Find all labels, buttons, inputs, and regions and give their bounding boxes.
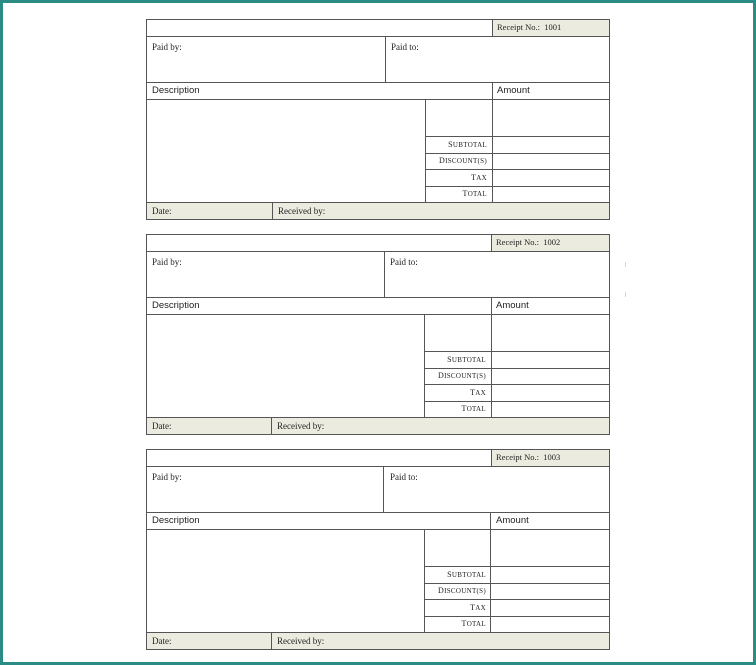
description-field[interactable] <box>147 530 424 632</box>
receipt-number: Receipt No.: 1001 <box>497 22 562 32</box>
margin-mark <box>625 262 626 267</box>
date-label: Date: <box>152 421 172 431</box>
paid-to-field[interactable] <box>386 36 609 82</box>
paid-by-label: Paid by: <box>152 42 182 52</box>
amount-field[interactable] <box>493 100 609 136</box>
paid-to-label: Paid to: <box>390 257 418 267</box>
amount-header: Amount <box>496 300 529 311</box>
date-label: Date: <box>152 206 172 216</box>
received-by-label: Received by: <box>277 421 325 431</box>
received-by-label: Received by: <box>277 636 325 646</box>
tax-field[interactable] <box>492 385 609 401</box>
discounts-label: DISCOUNT(S) <box>438 371 486 380</box>
receipt-form <box>146 19 610 220</box>
footer-row <box>147 633 609 649</box>
amount-header: Amount <box>496 515 529 526</box>
subtotal-field[interactable] <box>493 137 609 153</box>
description-header: Description <box>152 85 200 96</box>
description-header: Description <box>152 300 200 311</box>
paid-by-label: Paid by: <box>152 472 182 482</box>
total-label: TOTAL <box>462 189 487 198</box>
total-label: TOTAL <box>461 619 486 628</box>
amount-header: Amount <box>497 85 530 96</box>
discounts-field[interactable] <box>491 584 609 600</box>
subtotal-label: SUBTOTAL <box>447 570 486 579</box>
received-by-label: Received by: <box>278 206 326 216</box>
paid-to-label: Paid to: <box>391 42 419 52</box>
total-field[interactable] <box>493 187 609 202</box>
discounts-field[interactable] <box>492 369 609 385</box>
receipt-form <box>146 234 610 435</box>
total-field[interactable] <box>491 617 609 632</box>
footer-row <box>147 418 609 434</box>
subtotal-label: SUBTOTAL <box>448 140 487 149</box>
discounts-label: DISCOUNT(S) <box>438 586 486 595</box>
footer-row <box>147 203 609 219</box>
tax-field[interactable] <box>491 600 609 616</box>
subtotal-field[interactable] <box>491 567 609 583</box>
description-field[interactable] <box>147 315 424 417</box>
discounts-label: DISCOUNT(S) <box>439 156 487 165</box>
description-field[interactable] <box>147 100 425 202</box>
subtotal-label: SUBTOTAL <box>447 355 486 364</box>
amount-field[interactable] <box>491 530 609 566</box>
paid-by-field[interactable] <box>147 251 384 297</box>
total-field[interactable] <box>492 402 609 417</box>
tax-label: TAX <box>471 173 487 182</box>
paid-by-field[interactable] <box>147 36 385 82</box>
receipt-form <box>146 449 610 650</box>
receipt-number: Receipt No.: 1002 <box>496 237 561 247</box>
tax-label: TAX <box>470 603 486 612</box>
paid-by-field[interactable] <box>147 466 383 512</box>
paid-to-label: Paid to: <box>390 472 418 482</box>
receipt-number: Receipt No.: 1003 <box>496 452 561 462</box>
date-label: Date: <box>152 636 172 646</box>
tax-field[interactable] <box>493 170 609 186</box>
amount-field[interactable] <box>492 315 609 351</box>
margin-mark <box>625 292 626 297</box>
total-label: TOTAL <box>461 404 486 413</box>
discounts-field[interactable] <box>493 154 609 170</box>
tax-label: TAX <box>470 388 486 397</box>
description-header: Description <box>152 515 200 526</box>
subtotal-field[interactable] <box>492 352 609 368</box>
paid-to-field[interactable] <box>385 251 609 297</box>
paid-by-label: Paid by: <box>152 257 182 267</box>
